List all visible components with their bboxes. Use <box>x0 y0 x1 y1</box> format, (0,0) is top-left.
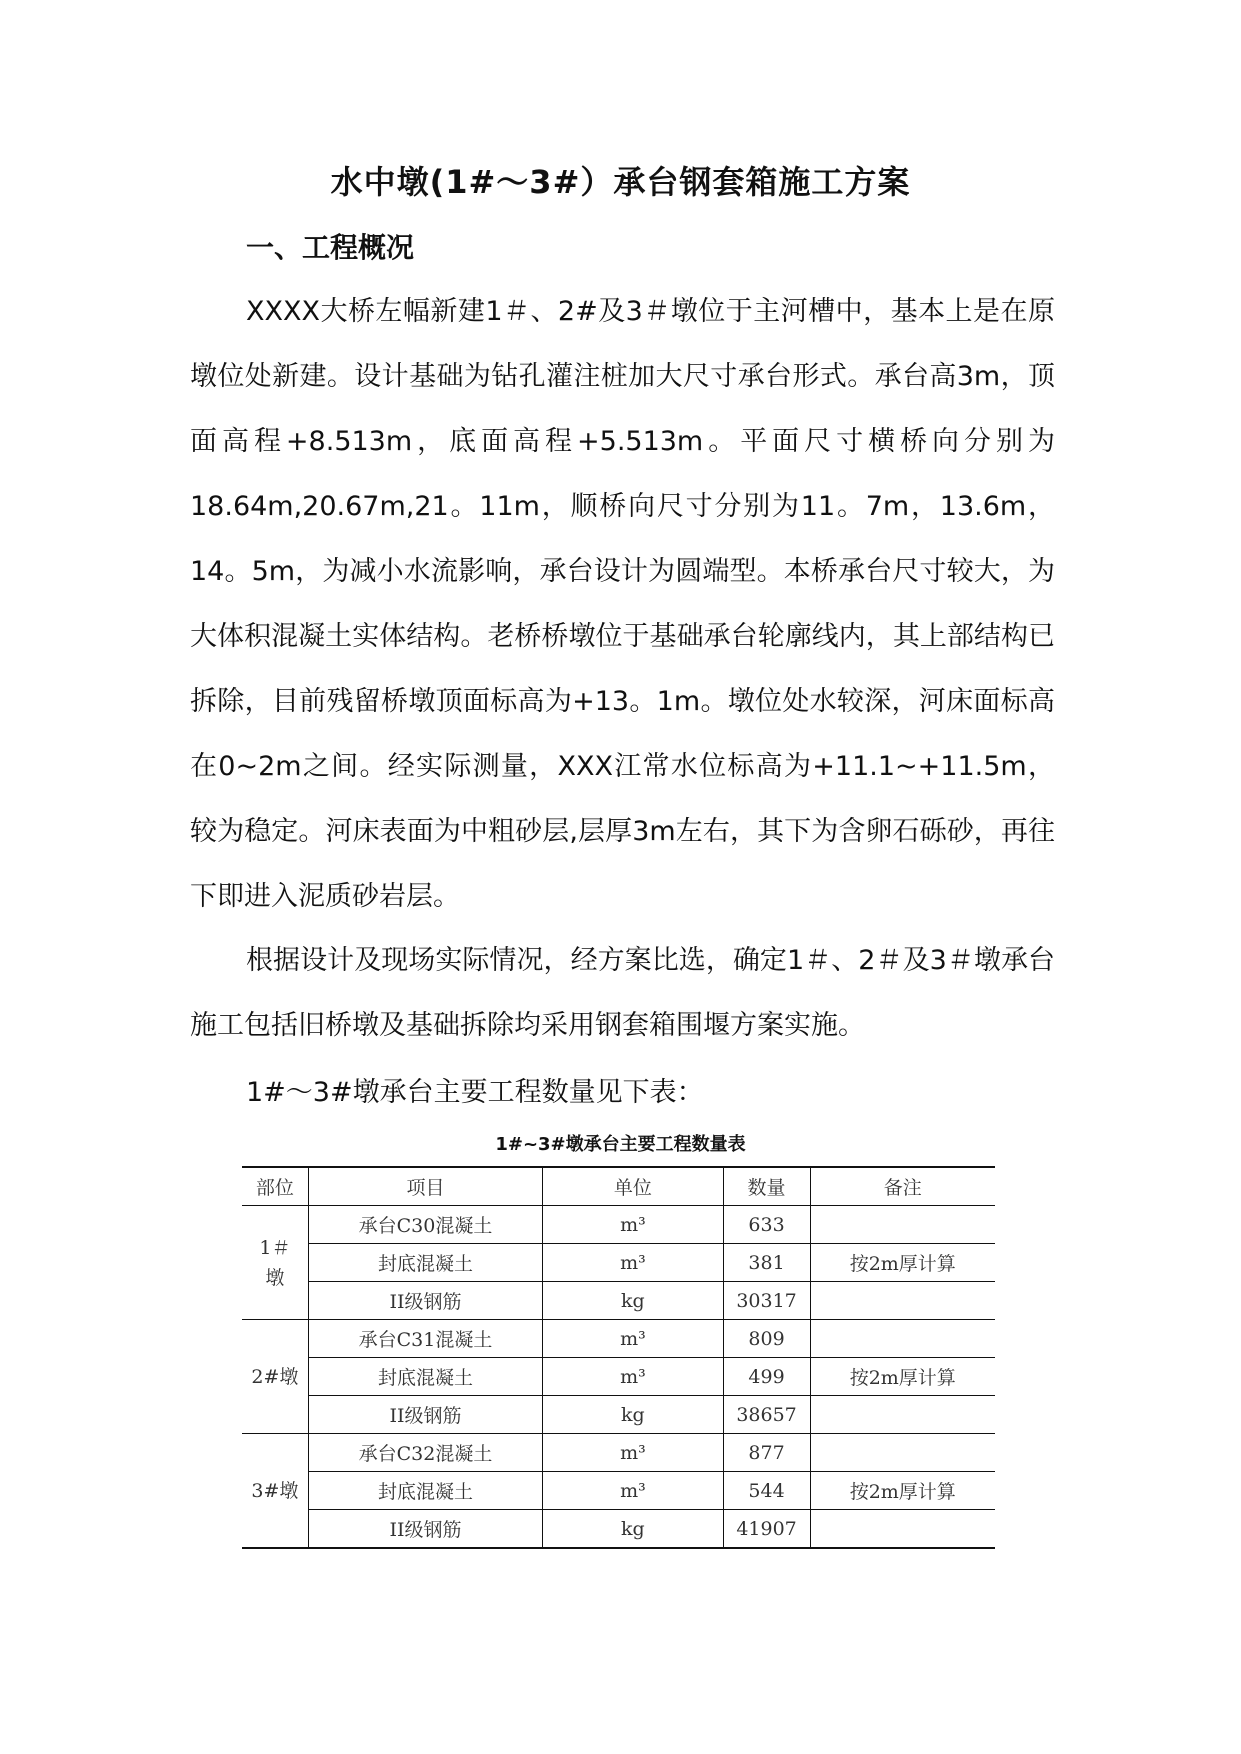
table-row <box>242 1472 995 1510</box>
table-row <box>242 1358 995 1396</box>
quantity-table <box>242 1166 995 1549</box>
note-cell <box>810 1396 995 1434</box>
header-item: 项目 <box>308 1167 542 1206</box>
quantity-cell: 877 <box>723 1434 810 1472</box>
pier-part-cell: 1＃ 墩 <box>242 1206 308 1320</box>
document-title: 水中墩(1#～3#）承台钢套箱施工方案 <box>330 163 911 201</box>
table-row <box>242 1510 995 1549</box>
note-cell: 按2m厚计算 <box>810 1472 995 1510</box>
pier-part-cell: 3#墩 <box>242 1434 308 1549</box>
unit-cell: m³ <box>543 1244 723 1282</box>
quantity-cell: 809 <box>723 1320 810 1358</box>
header-unit: 单位 <box>543 1167 723 1206</box>
quantity-cell: 30317 <box>723 1282 810 1320</box>
quantity-cell: 381 <box>723 1244 810 1282</box>
scheme-paragraph-block <box>190 928 1055 1058</box>
table-row <box>242 1282 995 1320</box>
item-cell: 封底混凝土 <box>308 1358 542 1396</box>
item-cell: II级钢筋 <box>308 1510 542 1549</box>
scheme-paragraph: 根据设计及现场实际情况，经方案比选，确定1＃、2＃及3＃墩承台施工包括旧桥墩及基础拆除均采用钢套箱围堰方案实施。 <box>190 945 1055 1041</box>
item-cell: 承台C32混凝土 <box>308 1434 542 1472</box>
unit-cell: m³ <box>543 1206 723 1244</box>
note-cell <box>810 1282 995 1320</box>
unit-cell: m³ <box>543 1472 723 1510</box>
note-cell <box>810 1510 995 1549</box>
unit-cell: kg <box>543 1396 723 1434</box>
note-cell <box>810 1434 995 1472</box>
item-cell: 承台C31混凝土 <box>308 1320 542 1358</box>
section-heading: 一、工程概况 <box>246 231 415 264</box>
overview-paragraph-block <box>190 279 1055 929</box>
table-intro-block <box>190 1060 1055 1125</box>
quantity-cell: 38657 <box>723 1396 810 1434</box>
item-cell: 封底混凝土 <box>308 1472 542 1510</box>
note-cell <box>810 1320 995 1358</box>
item-cell: II级钢筋 <box>308 1282 542 1320</box>
table-row <box>242 1320 995 1358</box>
table-caption: 1#~3#墩承台主要工程数量表 <box>495 1134 746 1155</box>
note-cell: 按2m厚计算 <box>810 1358 995 1396</box>
item-cell: 封底混凝土 <box>308 1244 542 1282</box>
header-quantity: 数量 <box>723 1167 810 1206</box>
unit-cell: kg <box>543 1510 723 1549</box>
item-cell: II级钢筋 <box>308 1396 542 1434</box>
table-row <box>242 1206 995 1244</box>
overview-paragraph: XXXX大桥左幅新建1＃、2#及3＃墩位于主河槽中，基本上是在原墩位处新建。设计基础为钻孔灌注桩加大尺寸承台形式。承台高3m，顶面高程+8.513m，底面高程+5.513m。平面尺寸横桥向分别为18.64m,20.67m,21。11m，顺桥向尺寸分别为11。7m，13.6m，14。5m，为减小水流影响，承台设计为圆端型。本桥承台尺寸较大，为大体积混凝土实体结构。老桥桥墩位于基础承台轮廓线内，其上部结构已拆除，目前残留桥墩顶面标高为+13。1m。墩位处水较深，河床面标高在0~2m之间。经实际测量，XXX江常水位标高为+11.1~+11.5m，较为稳定。河床表面为中粗砂层,层厚3m左右，其下为含卵石砾砂，再往下即进入泥质砂岩层。 <box>190 296 1055 912</box>
unit-cell: m³ <box>543 1434 723 1472</box>
table-row <box>242 1396 995 1434</box>
quantity-cell: 41907 <box>723 1510 810 1549</box>
unit-cell: kg <box>543 1282 723 1320</box>
quantity-cell: 544 <box>723 1472 810 1510</box>
table-row <box>242 1434 995 1472</box>
item-cell: 承台C30混凝土 <box>308 1206 542 1244</box>
note-cell <box>810 1206 995 1244</box>
header-part: 部位 <box>242 1167 308 1206</box>
table-row <box>242 1244 995 1282</box>
table-header-row <box>242 1167 995 1206</box>
quantity-cell: 499 <box>723 1358 810 1396</box>
unit-cell: m³ <box>543 1358 723 1396</box>
quantity-cell: 633 <box>723 1206 810 1244</box>
pier-part-cell: 2#墩 <box>242 1320 308 1434</box>
unit-cell: m³ <box>543 1320 723 1358</box>
table-body <box>242 1206 995 1549</box>
table-intro-paragraph: 1#～3#墩承台主要工程数量见下表： <box>246 1077 704 1108</box>
note-cell: 按2m厚计算 <box>810 1244 995 1282</box>
header-note: 备注 <box>810 1167 995 1206</box>
